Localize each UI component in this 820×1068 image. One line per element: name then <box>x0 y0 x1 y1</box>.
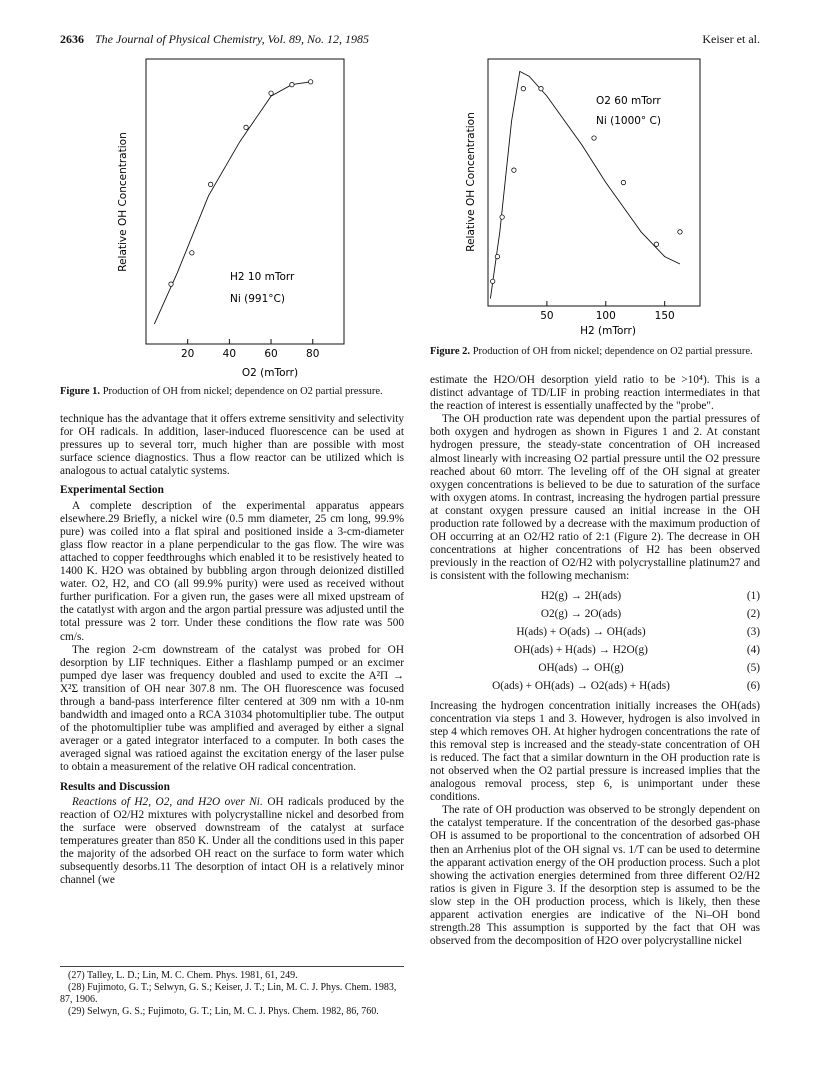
figure-1-annotation-2: Ni (991°C) <box>230 293 285 305</box>
equation-4 <box>430 642 760 660</box>
figure-2-caption <box>430 346 760 358</box>
paragraph-experimental-1: A complete description of the experimental apparatus appears elsewhere.29 Briefly, a nickel wire (0.5 mm diameter, 25 cm long, 99.9% pure) was coiled into a flat spiral and positioned inside a 3-cm-diameter glass flow reactor in a plane perpendicular to the gas flow. The wire was attached to copper feedthroughs which enabled it to be resistively heated to 1400 K. H2O was obtained by bubbling argon through deionized distilled water. O2, H2, and CO (all 99.9% purity) were used as received without further purification. For a given run, the gases were all mixed upstream of the catatlyst with argon and the argon partial pressure was adjusted until the total pressure was 2 torr. Under these conditions the flow rate was 500 cm/s. <box>60 499 404 643</box>
equation-block <box>430 588 760 696</box>
reference-28: (28) Fujimoto, G. T.; Selwyn, G. S.; Keiser, J. T.; Lin, M. C. J. Phys. Chem. 1983, 87, 1906. <box>60 982 397 1005</box>
paragraph-results-1-text: OH radicals produced by the reaction of O2/H2 mixtures with polycrystalline nickel and desorbed from the surface were observed downstream of the catalyst at surface temperatures greater than 850 K. Under all the conditions used in this paper the majority of the adsorbed OH react on the surface to form water which subsequently desorbs.11 The desorption of intact OH is a relatively minor channel (we <box>60 795 404 887</box>
equation-1 <box>430 588 760 606</box>
figure-1-caption-label: Figure 1. <box>60 386 101 397</box>
figure-1-x-tick-label: 80 <box>306 348 320 360</box>
figure-2-data-point <box>512 168 516 172</box>
paragraph-results-1 <box>60 796 404 888</box>
figure-2-data-point <box>500 215 504 219</box>
paragraph-right-4: The rate of OH production was observed to be strongly dependent on the catalyst temperature. If the concentration of the desorbed gas-phase OH is assumed to be proportional to the concentration of adsorbed OH then an Arrhenius plot of the OH signal vs. 1/T can be used to determine the apparant activation energy of the OH production process. Such a plot showing the activation energies determined from three different O2/H2 ratios is given in Figure 3. If the desorption step is assumed to be the slow step in the OH production process, which is likely, then these apparent activation energies are indicative of the Ni–OH bond strength.28 This assumption is supported by the fact that OH was observed from the decomposition of H2O over polycrystalline nickel <box>430 804 760 948</box>
figure-2-data-point <box>678 230 682 234</box>
equation-6-number: (6) <box>746 679 760 692</box>
journal-title: The Journal of Physical Chemistry, Vol. 89, No. 12, 1985 <box>95 32 369 46</box>
figure-2-x-tick-label: 50 <box>540 310 554 322</box>
figure-1-data-point <box>169 282 173 286</box>
right-column <box>430 374 760 948</box>
figure-2-x-tick-label: 100 <box>595 310 616 322</box>
paragraph-right-2: The OH production rate was dependent upon the partial pressures of both oxygen and hydrogen as shown in Figures 1 and 2. At constant hydrogen pressure, the steady-state concentration of OH increased almost linearly with increasing O2 partial pressure until the O2 pressure reached about 60 mtorr. The leveling off of the OH signal at greater oxygen concentrations is believed to be due to saturation of the surface with oxygen atoms. In contrast, increasing the hydrogen partial pressure at constant oxygen pressure caused an initial increase in the OH production rate followed by a decrease with the maximum production of OH occurring at an O2/H2 ratio of 2:1 (Figure 2). The decrease in OH concentrations at higher concentrations of H2 has been observed previously in the reaction of O2/H2 with polycrystalline platinum27 and is consistent with the following mechanism: <box>430 413 760 583</box>
figure-1-x-tick-label: 20 <box>180 348 195 360</box>
equation-3-expr: H(ads) + O(ads) → OH(ads) <box>516 625 646 638</box>
figure-2-annotation-2: Ni (1000° C) <box>596 115 661 127</box>
section-heading-results: Results and Discussion <box>60 780 170 793</box>
figure-2-x-tick-label: 150 <box>654 310 675 322</box>
page-header <box>60 32 760 50</box>
paragraph-right-3: Increasing the hydrogen concentration initially increases the OH(ads) concentration via steps 1 and 3. However, hydrogen is also involved in step 4 which removes OH. At higher hydrogen concentrations the rate of this removal step is increased and the steady-state concentration of OH is reduced. The fact that a similar downturn in the OH production rate is not observed when the O2 partial pressure is increased implies that the analogous removal process, step 6, is unimportant under these conditions. <box>430 699 760 804</box>
equation-5-number: (5) <box>746 661 760 674</box>
equation-6-expr: O(ads) + OH(ads) → O2(ads) + H(ads) <box>492 679 670 692</box>
figure-1-xlabel: O2 (mTorr) <box>241 367 299 379</box>
equation-6 <box>430 678 760 696</box>
running-authors: Keiser et al. <box>702 32 760 46</box>
reference-27: (27) Talley, L. D.; Lin, M. C. Chem. Phys. 1981, 61, 249. <box>68 970 298 981</box>
figure-2-data-point <box>521 86 525 90</box>
figure-1-data-point <box>269 91 273 95</box>
equation-3-number: (3) <box>746 625 760 638</box>
figure-1-fit-curve <box>154 82 310 324</box>
paragraph-right-1: estimate the H2O/OH desorption yield ratio to be >10⁴). This is a distinct advantage of TD/LIF in probing reaction intermediates in that the reaction of interest is essentially unaffected by the "probe". <box>430 374 760 413</box>
figure-2-ylabel: Relative OH Concentration <box>465 112 477 252</box>
figure-1-data-point <box>308 80 312 84</box>
figure-1-caption-text: Production of OH from nickel; dependence on O2 partial pressure. <box>102 386 383 397</box>
figure-1-chart <box>60 52 400 382</box>
figure-2-caption-label: Figure 2. <box>430 346 471 357</box>
equation-2 <box>430 606 760 624</box>
equation-1-number: (1) <box>746 589 760 602</box>
equation-4-expr: OH(ads) + H(ads) → H2O(g) <box>514 643 648 656</box>
figure-2-data-point <box>592 136 596 140</box>
figure-2-data-point <box>621 180 625 184</box>
figure-1-x-tick-label: 60 <box>264 348 278 360</box>
figure-2-xlabel: H2 (mTorr) <box>580 325 636 337</box>
paragraph-intro: technique has the advantage that it offers extreme sensitivity and selectivity for OH radicals. In addition, laser-induced fluorescence can be used at pressures up to several torr, much higher than are possible with most surface science diagnostics. Thus a flow reactor can be utilized which is analogous to actual catalytic systems. <box>60 413 404 478</box>
paragraph-experimental-2: The region 2-cm downstream of the catalyst was probed for OH desorption by LIF techniques. Either a flashlamp pumped or an excimer pumped dye laser was frequency doubled and used to excite the A²Π → X²Σ transition of OH near 307.8 nm. The OH fluorescence was focused through a band-pass interference filter centered at 309 nm with a 10-nm bandwidth and imaged onto a RCA 31034 photomultiplier tube. The output of the photomultiplier tube was amplified and averaged by either a signal averager or a gated integrator interfaced to a computer. In both cases the averaged signal was ratioed against the excitation energy of the laser pulse to obtain a measurement of the relative OH radical concentration. <box>60 643 404 774</box>
figure-2-data-point <box>654 242 658 246</box>
subsection-heading: Reactions of H2, O2, and H2O over Ni. <box>72 795 263 808</box>
equation-5 <box>430 660 760 678</box>
figure-1-data-point <box>290 82 294 86</box>
equation-2-number: (2) <box>746 607 760 620</box>
figure-2-data-point <box>491 279 495 283</box>
figure-1-data-point <box>190 251 194 255</box>
figure-2-data-point <box>539 86 543 90</box>
references <box>60 966 404 1019</box>
figure-2-annotation-1: O2 60 mTorr <box>596 95 661 107</box>
figure-2-data-point <box>495 254 499 258</box>
equation-1-expr: H2(g) → 2H(ads) <box>540 589 622 602</box>
figure-1-data-point <box>208 182 212 186</box>
figure-1-caption <box>60 386 404 398</box>
equation-3 <box>430 624 760 642</box>
figure-2-caption-text: Production of OH from nickel; dependence on O2 partial pressure. <box>472 346 753 357</box>
left-column <box>60 413 404 887</box>
figure-2-chart <box>458 52 758 342</box>
figure-1-data-point <box>244 125 248 129</box>
equation-5-expr: OH(ads) → OH(g) <box>538 661 624 674</box>
equation-2-expr: O2(g) → 2O(ads) <box>540 607 622 620</box>
figure-1-annotation-1: H2 10 mTorr <box>230 271 295 283</box>
section-heading-experimental: Experimental Section <box>60 484 164 497</box>
reference-29: (29) Selwyn, G. S.; Fujimoto, G. T.; Lin, M. C. J. Phys. Chem. 1982, 86, 760. <box>68 1006 379 1018</box>
page-number: 2636 <box>60 32 84 46</box>
figure-1-ylabel: Relative OH Concentration <box>117 132 129 272</box>
figure-1-x-tick-label: 40 <box>222 348 237 360</box>
equation-4-number: (4) <box>746 643 760 656</box>
